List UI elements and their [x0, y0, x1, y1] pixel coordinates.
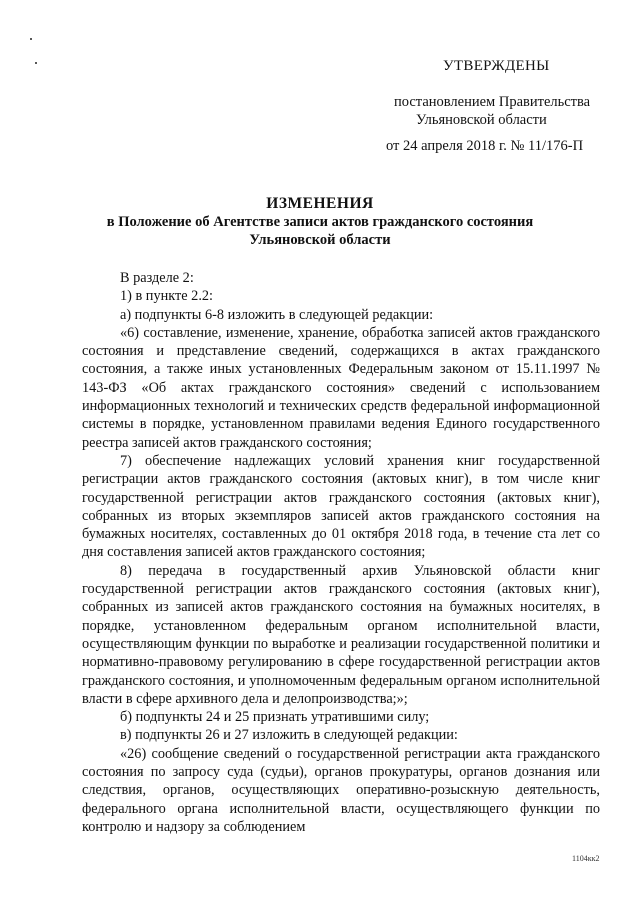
document-subtitle-2: Ульяновской области: [249, 232, 391, 248]
footer-code: 1104кк2: [572, 854, 600, 863]
approval-date: от 24 апреля 2018 г. № 11/176-П: [386, 138, 584, 154]
approval-title: УТВЕРЖДЕНЫ: [443, 58, 550, 74]
document-subtitle-1: в Положение об Агентстве записи актов гражданского состояния: [106, 214, 534, 230]
scan-speck: [30, 38, 32, 40]
approval-line-1: постановлением Правительства: [394, 94, 591, 110]
document-body: [82, 269, 600, 836]
paragraph: б) подпункты 24 и 25 признать утратившими силу;: [120, 709, 430, 726]
paragraph: 8) передача в государственный архив Ульяновской области книг государственной регистрации актов гражданского состояния (актовых книг), собранных из записей актов гражданского состояния на бумажных носителях, в порядке, установленном федеральным органом исполнительной власти, осуществляющим функции по выработке и реализации государственной политики и нормативно-правовому регулированию в сфере государственной регистрации актов гражданского состояния, и уполномоченным федеральным органом исполнительной власти в сфере архивного дела и делопроизводства;»;: [82, 562, 600, 707]
paragraph: 1) в пункте 2.2:: [120, 288, 214, 305]
document-title: ИЗМЕНЕНИЯ: [266, 195, 374, 212]
paragraph: а) подпункты 6-8 изложить в следующей редакции:: [120, 306, 434, 323]
paragraph: «26) сообщение сведений о государственной регистрации акта гражданского состояния по запросу суда (судьи), органов прокуратуры, органов дознания или следствия, органов, осуществляющих оперативно-розыскную деятельность, федерального органа исполнительной власти, осуществляющего функции по контролю и надзору за соблюдением: [82, 745, 600, 835]
paragraph: «6) составление, изменение, хранение, обработка записей актов гражданского состояния и представление сведений, содержащихся в актах гражданского состояния, а также иных установленных Федеральным законом от 15.11.1997 № 143-ФЗ «Об актах гражданского состояния» сведений с использованием информационных технологий и технических средств федеральной информационной системы в порядке, установленном правилами ведения Единого государственного реестра записей актов гражданского состояния;: [82, 324, 600, 451]
paragraph: в) подпункты 26 и 27 изложить в следующей редакции:: [120, 727, 458, 744]
paragraph: 7) обеспечение надлежащих условий хранения книг государственной регистрации актов гражданского состояния (актовых книг), в том числе книг государственной регистрации актов гражданского состояния (актовых книг), собранных из вторых экземпляров записей актов гражданского состояния на бумажных носителях, составленных до 01 октября 2018 года, в течение ста лет со дня составления записей актов гражданского состояния;: [82, 452, 600, 561]
approval-line-2: Ульяновской области: [416, 112, 547, 128]
scan-speck: [35, 62, 37, 64]
paragraph: В разделе 2:: [120, 270, 194, 286]
